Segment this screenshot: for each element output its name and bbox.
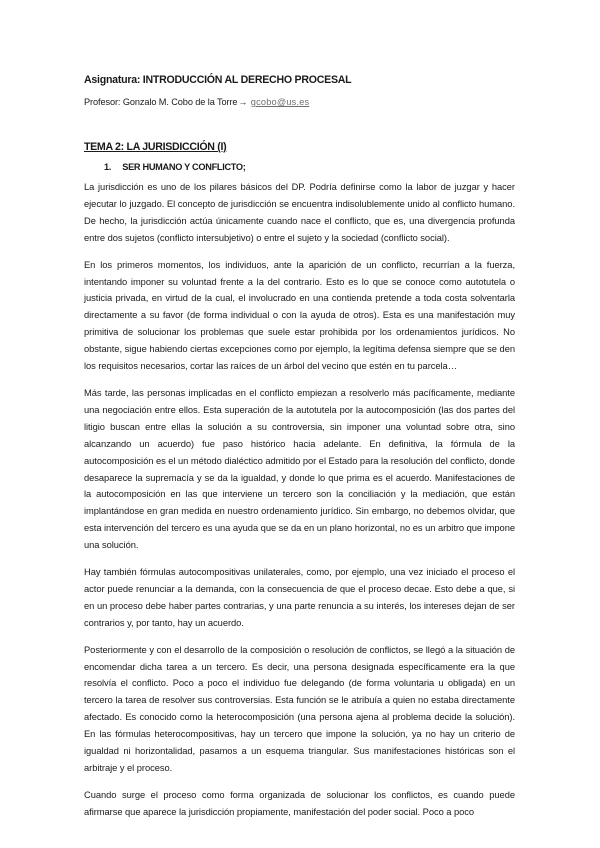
paragraph: En los primeros momentos, los individuos, ante la aparición de un conflicto, recurrían a la fuerza, intentando imponer su voluntad frente a la del contrario. Esto es lo que se conoce como autotutela o justicia privada, en virtud de la cual, el involucrado en una contienda pretende a toda costa solventarla directamente a su favor (de forma individual o con la ayuda de otros). Esta es una manifestación muy primitiva de solucionar los problemas que suele estar prohibida por los ordenamientos jurídicos. No obstante, sigue habiendo ciertas excepciones como por ejemplo, la legítima defensa siempre que se den los requisitos necesarios, cortar las raíces de un árbol del vecino que estén en tu parcela…: [84, 259, 515, 372]
document-page: [84, 72, 515, 821]
section-number: 1.: [104, 162, 112, 172]
paragraph: Cuando surge el proceso como forma organizada de solucionar los conflictos, es cuando puede afirmarse que aparece la jurisdicción propiamente, manifestación del poder social. Poco a poco: [84, 789, 515, 817]
section-heading: [84, 160, 515, 174]
subject-heading: Asignatura: INTRODUCCIÓN AL DERECHO PROCESAL: [84, 74, 352, 86]
paragraph: La jurisdicción es uno de los pilares básicos del DP. Podría definirse como la labor de juzgar y hacer ejecutar lo juzgado. El concepto de jurisdicción se encuentra indisolublemente unido al conflicto humano. De hecho, la jurisdicción actúa únicamente cuando nace el conflicto, que es, una divergencia profunda entre dos sujetos (conflicto intersubjetivo) o entre el sujeto y la sociedad (conflicto social).: [84, 182, 515, 243]
section-title: SER HUMANO Y CONFLICTO;: [122, 162, 246, 172]
paragraph: Hay también fórmulas autocompositivas unilaterales, como, por ejemplo, una vez iniciado el proceso el actor puede renunciar a la demanda, con la consecuencia de que el proceso decae. Esto debe a que, si en un proceso debe haber partes contrarias, y una parte renuncia a su interés, los intereses dejan de ser contrarios y, por tanto, hay un acuerdo.: [84, 567, 515, 628]
professor-line: [84, 95, 515, 109]
professor-email-link[interactable]: gcobo@us.es: [250, 97, 310, 107]
arrow-right-icon: →: [238, 97, 248, 107]
professor-name: Profesor: Gonzalo M. Cobo de la Torre: [84, 97, 238, 107]
paragraph: Más tarde, las personas implicadas en el conflicto empiezan a resolverlo más pacíficamente, mediante una negociación entre ellos. Esta superación de la autotutela por la autocomposición (las dos partes del litigio buscan entre ellas la solución a su controversia, sin imponer una voluntad sobre otra, sino alcanzando un acuerdo) fue paso histórico hacia adelante. En definitiva, la fórmula de la autocomposición es el un método dialéctico admitido por el Estado para la resolución del conflicto, donde desaparece la supremacía y se da la igualdad, y donde lo que prima es el acuerdo. Manifestaciones de la autocomposición en las que interviene un tercero son la conciliación y la mediación, que están implantándose en gran medida en nuestro ordenamiento jurídico. Sin embargo, no debemos olvidar, que esta intervención del tercero es una ayuda que se da en un plano horizontal, no es un arbitro que impone una solución.: [84, 387, 515, 551]
topic-title: TEMA 2: LA JURISDICCIÓN (I): [84, 141, 227, 153]
paragraph: Posteriormente y con el desarrollo de la composición o resolución de conflictos, se llegó a la situación de encomendar dicha tarea a un tercero. Es decir, una persona designada específicamente era la que resolvía el conflicto. Poco a poco el individuo fue delegando (de forma voluntaria u obligada) en un tercero la tarea de resolver sus controversias. Esta función se le atribuía a quien no estaba directamente afectado. Es conocido como la heterocomposición (una persona ajena al problema decide la solución). En las fórmulas heterocompositivas, hay un tercero que impone la solución, ya no hay un criterio de igualdad ni horizontalidad, pasamos a un esquema triangular. Sus manifestaciones históricas son el arbitraje y el proceso.: [84, 644, 515, 773]
